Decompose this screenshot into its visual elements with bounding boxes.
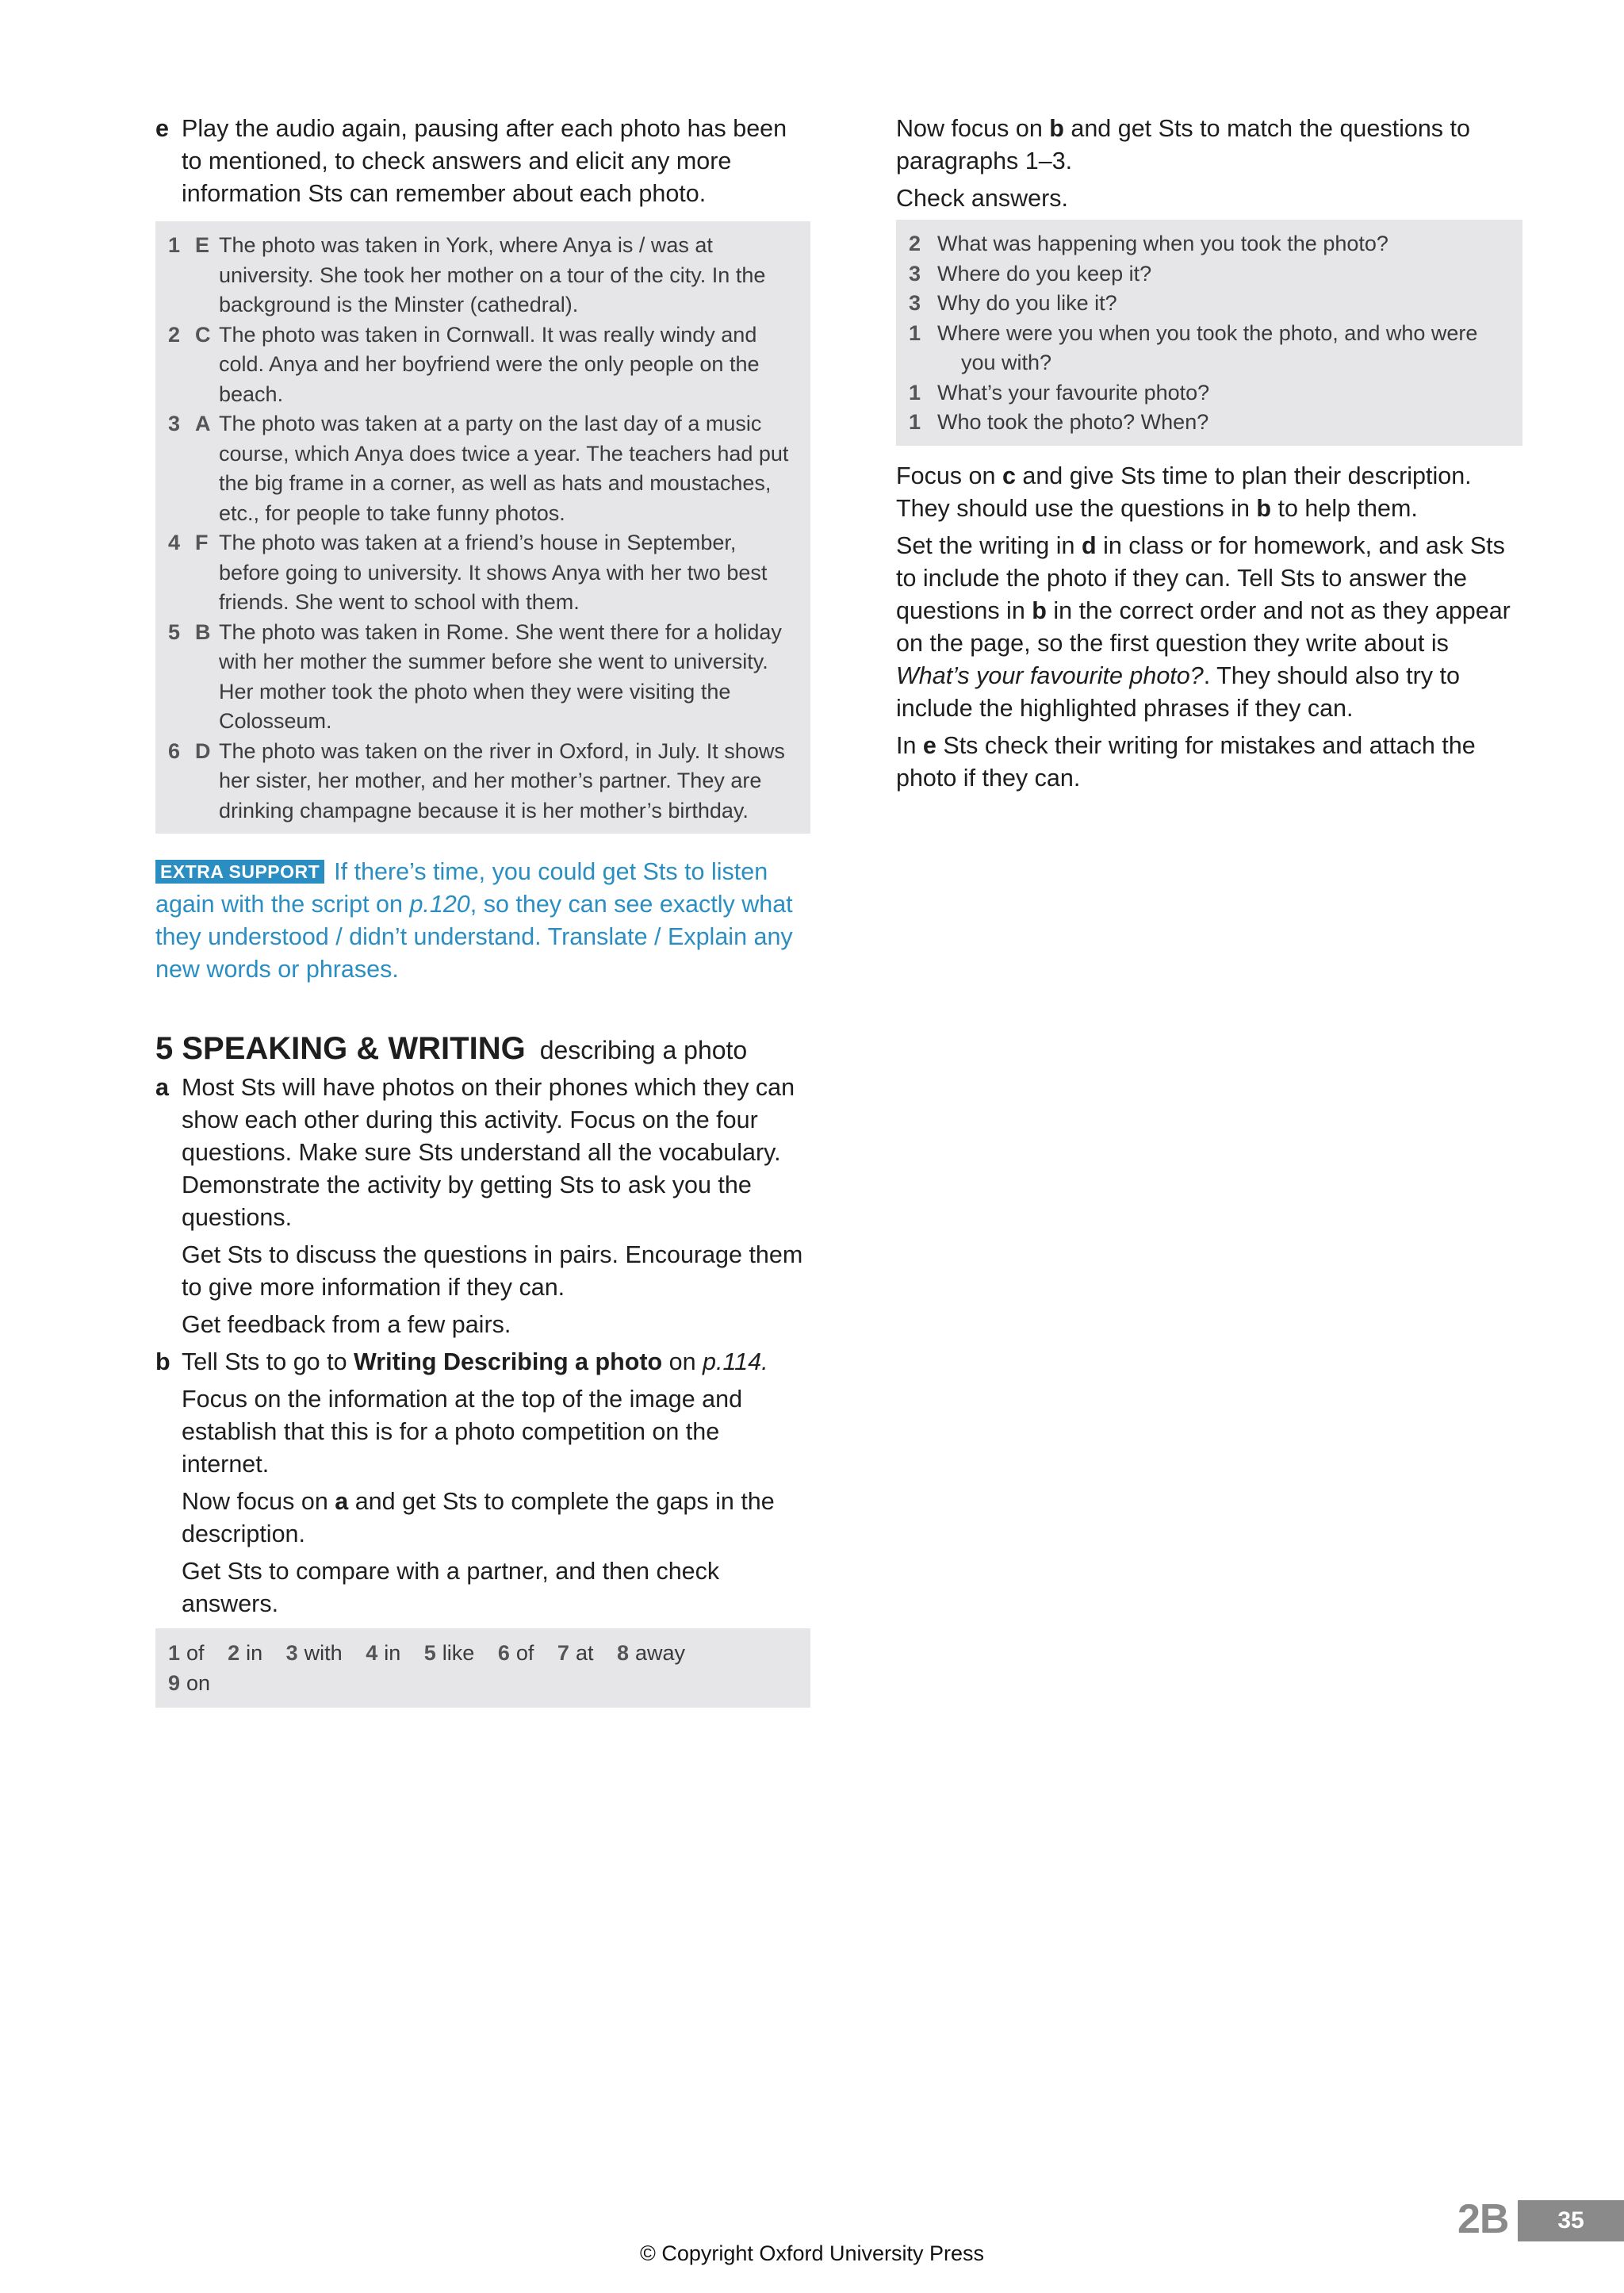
answer-text: Where do you keep it?: [937, 261, 1152, 286]
gap-number: 6: [497, 1641, 510, 1665]
answer-text: The photo was taken in Cornwall. It was really windy and cold. Anya and her boyfriend were the only people on the beach.: [219, 322, 760, 406]
bold-text: b: [1049, 115, 1064, 142]
gap-word: like: [442, 1641, 475, 1665]
text-run: Focus on: [896, 462, 1002, 489]
answer-item: [909, 229, 1510, 259]
answer-text: What’s your favourite photo?: [937, 380, 1210, 405]
answer-item: [909, 408, 1510, 438]
text-run: Sts check their writing for mistakes and attach the photo if they can.: [896, 731, 1476, 792]
gap-word: in: [384, 1641, 401, 1665]
answer-text: The photo was taken on the river in Oxford, in July. It shows her sister, her mother, and her mother’s partner. They are drinking champagne because it is her mother’s birthday.: [219, 738, 785, 822]
gap-answer: [168, 1671, 210, 1695]
step-e-text: Play the audio again, pausing after each photo has been to mentioned, to check answers and elicit any more information Sts can remember about each photo.: [182, 115, 787, 207]
answer-letter: C: [195, 322, 211, 347]
step-c-text: [896, 460, 1522, 525]
gap-number: 1: [168, 1641, 181, 1665]
bold-text: e: [922, 731, 936, 759]
step-e-right-text: [896, 730, 1522, 795]
gap-number: 9: [168, 1671, 181, 1695]
section-title: 5 SPEAKING & WRITING: [155, 1031, 526, 1066]
answer-number: 4: [168, 531, 181, 554]
answer-item: [909, 289, 1510, 319]
gap-word: at: [575, 1641, 594, 1665]
answer-box-b: [896, 220, 1522, 446]
answer-item: [168, 231, 798, 320]
gap-word: with: [304, 1641, 343, 1665]
step-b-para-2: Focus on the information at the top of the image and establish that this is for a photo competition on the internet.: [182, 1386, 743, 1478]
bold-text: a: [335, 1488, 349, 1515]
italic-text: What’s your favourite photo?: [896, 661, 1204, 689]
answer-text: The photo was taken in Rome. She went there for a holiday with her mother the summer before she went to university. Her mother took the photo when they were visiting the Colosseum.: [219, 619, 782, 733]
answer-text: Why do you like it?: [937, 291, 1117, 315]
gap-number: 7: [557, 1641, 569, 1665]
answer-number: 3: [909, 261, 921, 286]
answer-text: The photo was taken in York, where Anya is / was at university. She took her mother on a tour of the city. In the background is the Minster (cathedral).: [219, 233, 766, 316]
bold-text: b: [1256, 494, 1272, 522]
answer-text: What was happening when you took the photo?: [937, 232, 1388, 255]
step-b-para-4: Get Sts to compare with a partner, and then check answers.: [182, 1558, 720, 1617]
gap-word: of: [186, 1641, 205, 1665]
gap-answer: [366, 1641, 400, 1665]
answer-item: [168, 409, 798, 528]
gap-word: of: [515, 1641, 534, 1665]
gap-number: 8: [616, 1641, 630, 1665]
gap-answer: [424, 1641, 475, 1665]
bold-text: Writing Describing a photo: [354, 1348, 663, 1375]
answer-item: [168, 737, 798, 826]
bold-text: b: [1032, 596, 1047, 624]
answer-number: 5: [168, 619, 181, 644]
copyright-notice: © Copyright Oxford University Press: [639, 2241, 985, 2265]
gap-answer: [557, 1641, 594, 1665]
answer-number: 1: [909, 380, 921, 405]
answer-letter: A: [195, 412, 211, 435]
answer-number: 1: [168, 233, 181, 257]
gap-word: in: [246, 1641, 263, 1665]
answer-text-continued: you with?: [961, 351, 1052, 374]
extra-support-note: [155, 856, 810, 986]
gap-answer: [498, 1641, 534, 1665]
text-run: In: [896, 731, 923, 759]
gap-answer: [617, 1641, 685, 1665]
step-a-para-2: Get Sts to discuss the questions in pairs. Encourage them to give more information if they can.: [182, 1241, 803, 1301]
answer-number: 1: [909, 410, 921, 434]
answer-letter: E: [195, 233, 210, 257]
answer-letter: D: [195, 738, 211, 763]
answer-item: [909, 378, 1510, 408]
extra-support-page-ref: p.120: [409, 891, 470, 918]
section-heading: [155, 1029, 810, 1068]
step-b-para-3: [182, 1486, 810, 1551]
answer-text: The photo was taken at a friend’s house in September, before going to university. It shows Anya with her two best friends. She went to school with them.: [219, 531, 768, 614]
gap-number: 2: [228, 1641, 240, 1665]
answer-number: 1: [909, 320, 921, 345]
gap-word: on: [186, 1671, 211, 1695]
gap-answer: [228, 1641, 262, 1665]
extra-support-text-1: If there’s time, you could get Sts to listen again with the script on: [155, 858, 768, 918]
gap-answer: [286, 1641, 343, 1665]
text-run: Now focus on: [896, 115, 1050, 142]
right-intro: [896, 113, 1522, 178]
text-run: . They should also try to include the highlighted phrases if they can.: [896, 661, 1460, 722]
gap-word: away: [635, 1641, 686, 1665]
answer-text: The photo was taken at a party on the last day of a music course, which Anya does twice a year. The teachers had put the big frame in a corner, as well as hats and moustaches, etc., for people to take funny photos.: [219, 412, 789, 525]
step-letter: a: [155, 1074, 169, 1101]
bold-text: c: [1002, 462, 1016, 489]
text-run: in the correct order and not as they appear on the page, so the first question they write about is: [896, 596, 1511, 657]
section-subtitle: describing a photo: [539, 1036, 748, 1064]
text-run: Now focus on: [182, 1488, 335, 1515]
answer-item: [909, 259, 1510, 290]
answer-item: [168, 320, 798, 410]
answer-item: [168, 528, 798, 618]
gap-number: 4: [366, 1641, 378, 1665]
answer-text: Who took the photo? When?: [937, 410, 1209, 434]
answer-item: [909, 319, 1510, 378]
answer-box-gaps: [155, 1628, 810, 1708]
gap-number: 3: [285, 1641, 298, 1665]
answer-letter: B: [195, 619, 211, 644]
answer-number: 6: [168, 738, 181, 763]
check-answers: Check answers.: [896, 185, 1068, 212]
text-run: in class or for homework, and ask Sts to include the photo if they can. Tell Sts to answer the questions in: [896, 531, 1505, 624]
answer-number: 3: [909, 291, 921, 315]
text-run: and give Sts time to plan their description. They should use the questions in: [896, 462, 1472, 522]
gap-answer: [168, 1641, 205, 1665]
text-run: and get Sts to complete the gaps in the description.: [182, 1488, 775, 1547]
unit-code: 2B: [1457, 2196, 1509, 2242]
step-b: [155, 1346, 810, 1620]
step-letter: e: [155, 115, 169, 142]
answer-number: 2: [168, 322, 181, 347]
text-run: Set the writing in: [896, 531, 1082, 559]
left-column: [155, 113, 810, 1708]
answer-box-e: [155, 221, 810, 834]
page-number: 35: [1518, 2200, 1624, 2241]
step-a-para-1: Most Sts will have photos on their phones which they can show each other during this activity. Focus on the four questions. Make sure Sts understand all the vocabulary. Demonstrate the activity by getting Sts to ask you the questions.: [182, 1074, 795, 1231]
extra-support-label: EXTRA SUPPORT: [155, 860, 324, 884]
step-e: [155, 113, 810, 210]
answer-item: [168, 618, 798, 737]
gap-number: 5: [423, 1641, 436, 1665]
text-run: to help them.: [1271, 494, 1418, 522]
step-d-text: [896, 530, 1522, 725]
page-ref: p.114.: [703, 1348, 768, 1375]
answer-letter: F: [195, 531, 209, 554]
step-a-para-3: Get feedback from a few pairs.: [182, 1311, 511, 1338]
answer-number: 2: [909, 232, 921, 255]
step-letter: b: [155, 1348, 170, 1375]
answer-text: Where were you when you took the photo, and who were: [937, 320, 1478, 345]
bold-text: d: [1081, 531, 1097, 559]
text-run: and get Sts to match the questions to paragraphs 1–3.: [896, 115, 1470, 174]
right-column: [896, 113, 1522, 799]
step-a: [155, 1072, 810, 1341]
answer-number: 3: [168, 412, 181, 435]
text-run: on: [662, 1348, 703, 1375]
extra-support-text-2: , so they can see exactly what they understood / didn’t understand. Translate / Explain any new words or phrases.: [155, 891, 793, 983]
step-b-para-1: [182, 1346, 810, 1378]
text-run: Tell Sts to go to: [182, 1348, 354, 1375]
